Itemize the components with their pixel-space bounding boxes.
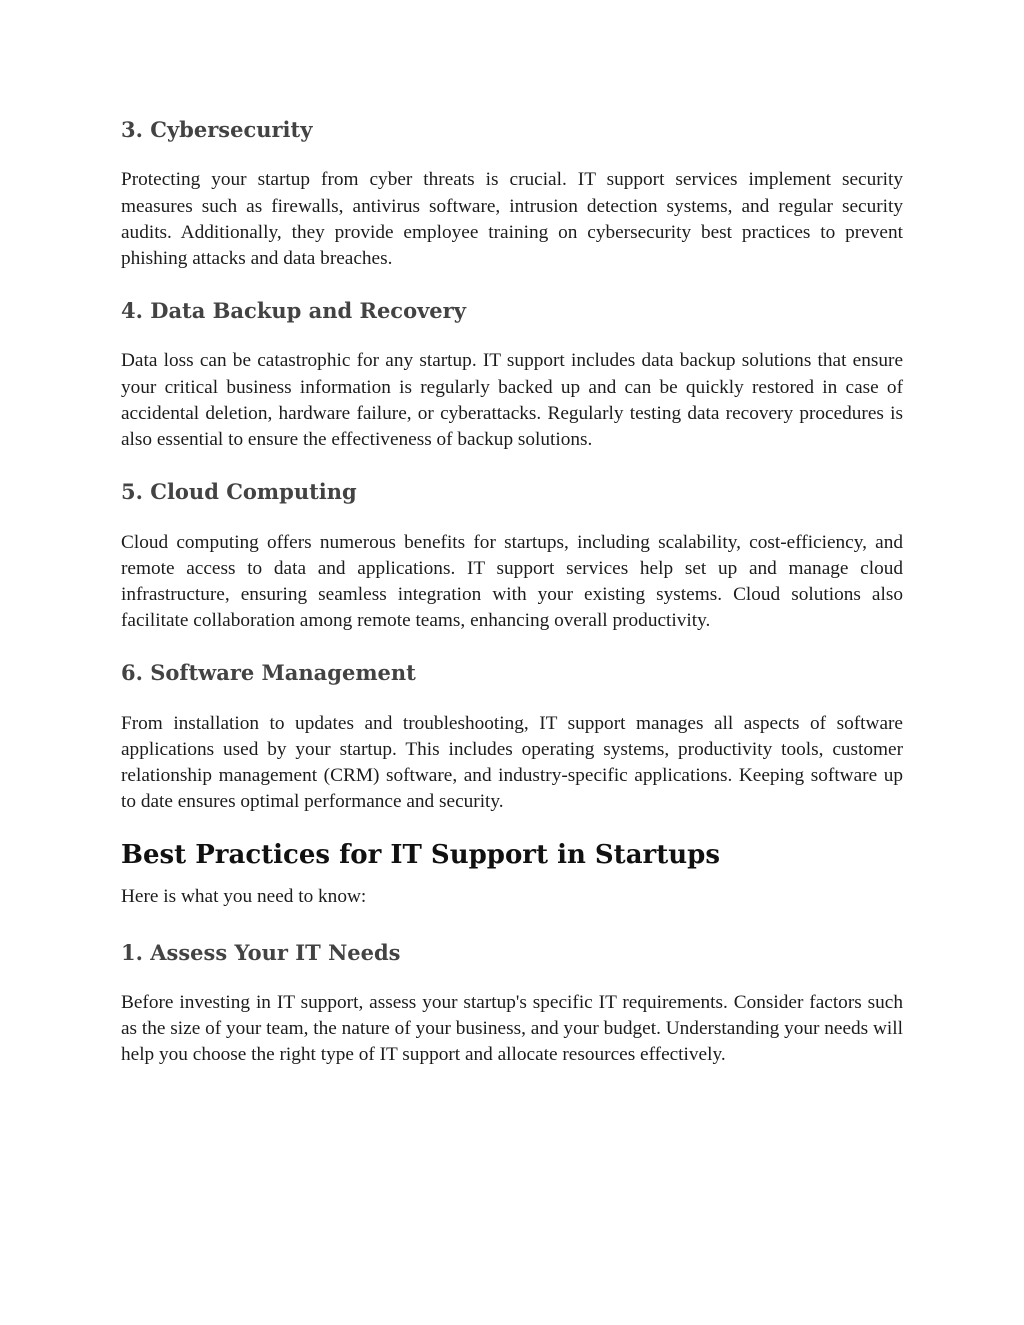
section-body-cloud-computing: Cloud computing offers numerous benefits for startups, including scalability, cost-efficiency, and remote access to data and applications. IT support services help set up and manage cloud infrastructure, ensuring seamless integration with your existing systems. Cloud solutions also facilitate collaboration among remote teams, enhancing overall productivity.	[121, 531, 903, 632]
section-body-software-management: From installation to updates and troubleshooting, IT support manages all aspects of software applications used by your startup. This includes operating systems, productivity tools, customer relationship management (CRM) software, and industry-specific applications. Keeping software up to date ensures optimal performance and security.	[121, 712, 903, 813]
document-page	[121, 116, 903, 1094]
best-practices-title: Best Practices for IT Support in Startups	[121, 840, 720, 871]
section-heading-software-management: 6. Software Management	[121, 660, 416, 686]
section-body-cybersecurity: Protecting your startup from cyber threats is crucial. IT support services implement security measures such as firewalls, antivirus software, intrusion detection systems, and regular security audits. Additionally, they provide employee training on cybersecurity best practices to prevent phishing attacks and data breaches.	[121, 169, 903, 269]
section-heading-data-backup: 4. Data Backup and Recovery	[121, 298, 466, 324]
section-heading-cloud-computing: 5. Cloud Computing	[121, 479, 357, 505]
section-heading-cybersecurity: 3. Cybersecurity	[121, 117, 313, 142]
section-body-data-backup: Data loss can be catastrophic for any startup. IT support includes data backup solutions that ensure your critical business information is regularly backed up and can be quickly restored in case of accidental deletion, hardware failure, or cyberattacks. Regularly testing data recovery procedures is also essential to ensure the effectiveness of backup solutions.	[121, 350, 903, 451]
best-practices-intro: Here is what you need to know:	[121, 885, 367, 907]
practice-body-assess-needs: Before investing in IT support, assess your startup's specific IT requirements. Consider factors such as the size of your team, the nature of your business, and your budget. Understanding your needs will help you choose the right type of IT support and allocate resources effectively.	[121, 991, 903, 1066]
practice-heading-assess-needs: 1. Assess Your IT Needs	[121, 939, 401, 965]
